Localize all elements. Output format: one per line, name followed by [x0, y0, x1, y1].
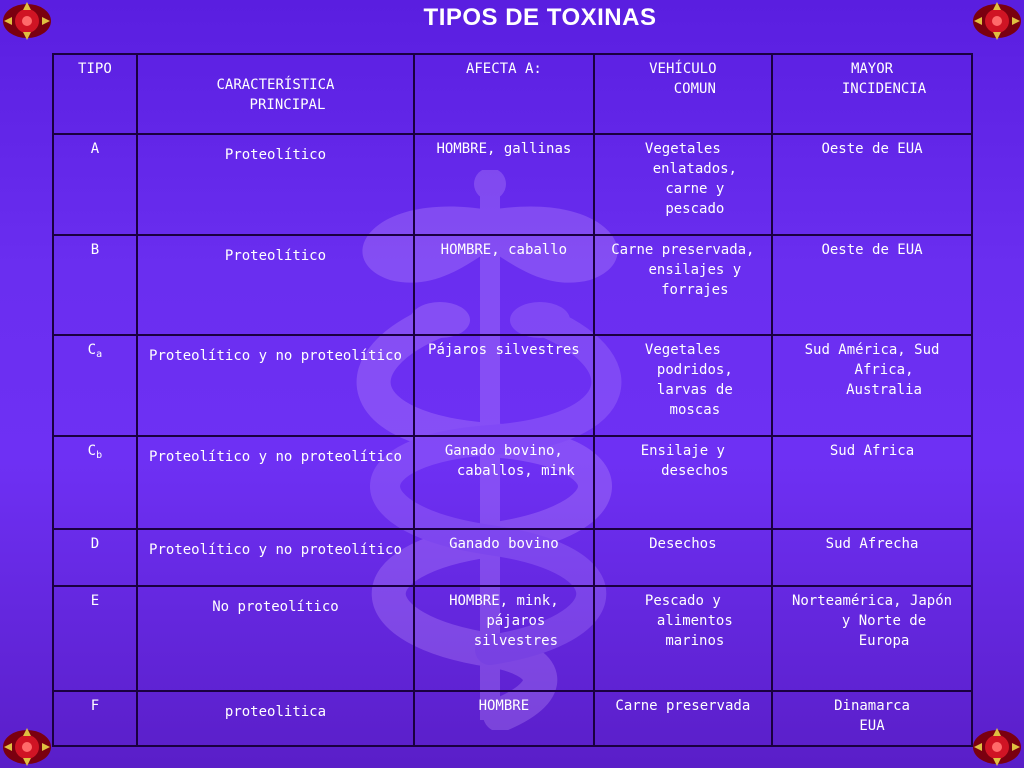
cell-afecta: HOMBRE: [414, 691, 594, 746]
cell-afecta: HOMBRE, caballo: [414, 235, 594, 335]
cell-tipo: D: [53, 529, 137, 586]
cell-caracteristica: Proteolítico: [137, 235, 414, 335]
cell-mayor-incidencia: Oeste de EUA: [772, 134, 972, 235]
cell-afecta: HOMBRE, gallinas: [414, 134, 594, 235]
table-row: [53, 691, 972, 746]
cell-mayor-incidencia: Sud Africa: [772, 436, 972, 529]
cell-caracteristica: Proteolítico y no proteolítico: [137, 335, 414, 436]
cell-caracteristica: Proteolítico y no proteolítico: [137, 529, 414, 586]
cell-afecta: Pájaros silvestres: [414, 335, 594, 436]
cell-vehiculo: Carne preservada, ensilajes y forrajes: [594, 235, 772, 335]
header-caracteristica: CARACTERÍSTICA PRINCIPAL: [137, 54, 414, 134]
cell-caracteristica: No proteolítico: [137, 586, 414, 691]
cell-vehiculo: Vegetales podridos, larvas de moscas: [594, 335, 772, 436]
cell-mayor-incidencia: Oeste de EUA: [772, 235, 972, 335]
header-mayor-incidencia: MAYOR INCIDENCIA: [772, 54, 972, 134]
table-row: [53, 134, 972, 235]
cell-tipo: $C_b$: [53, 436, 137, 529]
cell-caracteristica: Proteolítico y no proteolítico: [137, 436, 414, 529]
cell-tipo: $C_a$: [53, 335, 137, 436]
corner-ornament-icon: [0, 726, 54, 768]
table-row: [53, 235, 972, 335]
cell-vehiculo: Vegetales enlatados, carne y pescado: [594, 134, 772, 235]
cell-afecta: HOMBRE, mink, pájaros silvestres: [414, 586, 594, 691]
cell-vehiculo: Ensilaje y desechos: [594, 436, 772, 529]
cell-mayor-incidencia: Sud Afrecha: [772, 529, 972, 586]
cell-mayor-incidencia: Dinamarca EUA: [772, 691, 972, 746]
cell-afecta: Ganado bovino, caballos, mink: [414, 436, 594, 529]
cell-tipo: A: [53, 134, 137, 235]
toxin-types-table: [52, 53, 973, 747]
cell-afecta: Ganado bovino: [414, 529, 594, 586]
cell-tipo: E: [53, 586, 137, 691]
cell-vehiculo: Desechos: [594, 529, 772, 586]
cell-vehiculo: Carne preservada: [594, 691, 772, 746]
cell-caracteristica: Proteolítico: [137, 134, 414, 235]
table-header-row: [53, 54, 972, 134]
slide-title: TIPOS DE TOXINAS: [423, 4, 657, 31]
corner-ornament-icon: [970, 726, 1024, 768]
cell-tipo: F: [53, 691, 137, 746]
table-row: [53, 436, 972, 529]
table-row: [53, 335, 972, 436]
table-row: [53, 586, 972, 691]
cell-mayor-incidencia: Sud América, Sud Africa, Australia: [772, 335, 972, 436]
header-vehiculo: VEHÍCULO COMUN: [594, 54, 772, 134]
cell-vehiculo: Pescado y alimentos marinos: [594, 586, 772, 691]
cell-tipo: B: [53, 235, 137, 335]
cell-mayor-incidencia: Norteamérica, Japón y Norte de Europa: [772, 586, 972, 691]
cell-caracteristica: proteolitica: [137, 691, 414, 746]
header-tipo: TIPO: [53, 54, 137, 134]
header-afecta: AFECTA A:: [414, 54, 594, 134]
table-row: [53, 529, 972, 586]
